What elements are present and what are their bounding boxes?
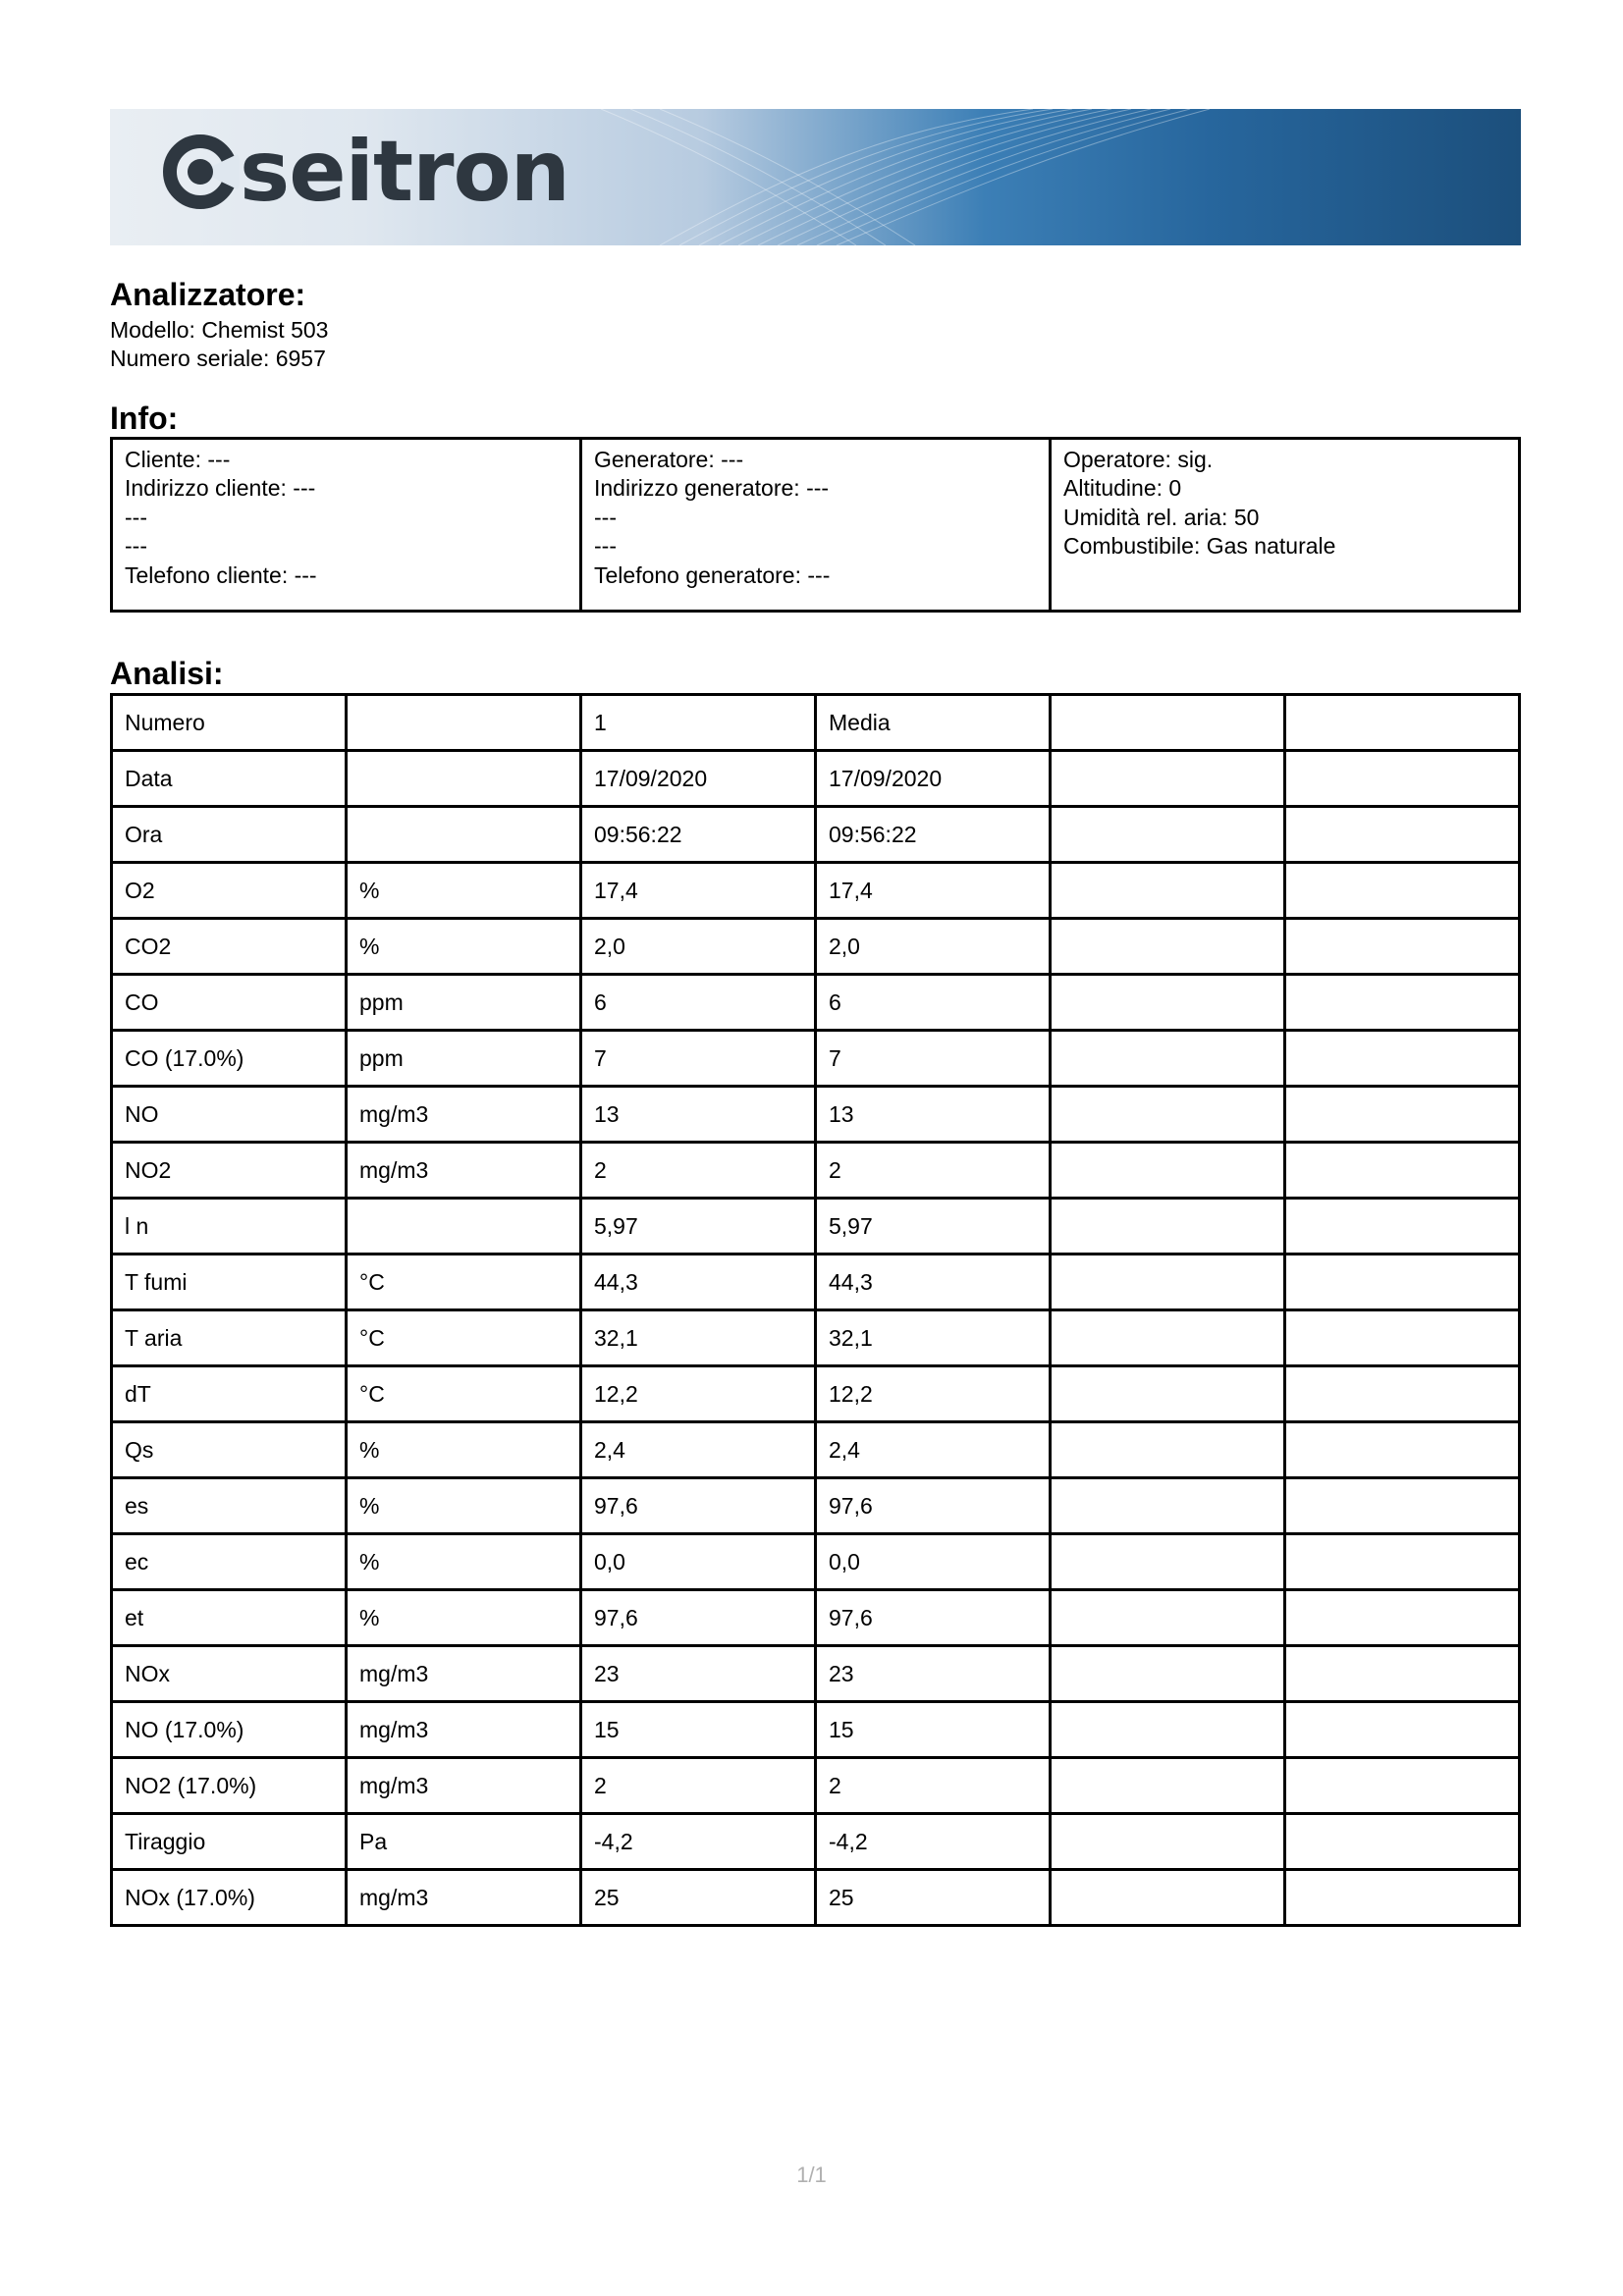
- table-cell: [1285, 1702, 1520, 1758]
- table-cell: NOx: [112, 1646, 347, 1702]
- table-cell: 2,0: [816, 919, 1051, 975]
- table-cell: [1051, 1310, 1285, 1366]
- table-cell: l n: [112, 1199, 347, 1255]
- table-cell: [1285, 1255, 1520, 1310]
- table-row: [112, 807, 1520, 863]
- table-cell: Numero: [112, 695, 347, 751]
- table-row: [112, 1758, 1520, 1814]
- table-row: [112, 1646, 1520, 1702]
- table-cell: [1051, 695, 1285, 751]
- table-cell: 2,4: [581, 1422, 816, 1478]
- info-line: Cliente: ---: [125, 447, 231, 472]
- table-cell: 12,2: [816, 1366, 1051, 1422]
- info-line: Telefono generatore: ---: [594, 561, 831, 588]
- analisi-title: Analisi:: [110, 656, 224, 691]
- table-cell: [1285, 1422, 1520, 1478]
- table-row: [112, 975, 1520, 1031]
- table-cell: [1285, 1143, 1520, 1199]
- info-line: Indirizzo cliente: ---: [125, 475, 316, 502]
- table-cell: mg/m3: [347, 1143, 581, 1199]
- table-cell: es: [112, 1478, 347, 1534]
- table-cell: mg/m3: [347, 1758, 581, 1814]
- brand-name: seitron: [240, 123, 569, 221]
- table-cell: 13: [581, 1087, 816, 1143]
- table-cell: 97,6: [816, 1590, 1051, 1646]
- table-cell: 2,0: [581, 919, 816, 975]
- info-line: Altitudine: 0: [1063, 475, 1182, 502]
- info-line: Telefono cliente: ---: [125, 561, 317, 588]
- info-line: Operatore: sig.: [1063, 447, 1214, 472]
- table-cell: 15: [816, 1702, 1051, 1758]
- table-cell: [1285, 863, 1520, 919]
- table-cell: CO: [112, 975, 347, 1031]
- table-cell: [1285, 1590, 1520, 1646]
- table-row: [112, 1534, 1520, 1590]
- table-cell: NO (17.0%): [112, 1702, 347, 1758]
- table-cell: 2: [581, 1758, 816, 1814]
- page-number: 1/1: [796, 2163, 827, 2187]
- table-cell: [1285, 1814, 1520, 1870]
- table-cell: [1285, 807, 1520, 863]
- table-cell: O2: [112, 863, 347, 919]
- table-cell: NO2 (17.0%): [112, 1758, 347, 1814]
- table-cell: [347, 751, 581, 807]
- info-line: Combustibile: Gas naturale: [1063, 533, 1336, 560]
- table-cell: [1285, 1758, 1520, 1814]
- table-cell: mg/m3: [347, 1702, 581, 1758]
- modello-text: Modello: Chemist 503: [110, 317, 329, 343]
- table-row: [112, 1814, 1520, 1870]
- table-cell: 44,3: [816, 1255, 1051, 1310]
- table-cell: 2,4: [816, 1422, 1051, 1478]
- table-cell: 13: [816, 1087, 1051, 1143]
- brand-logo: [161, 123, 569, 221]
- table-cell: 2: [816, 1758, 1051, 1814]
- table-cell: [347, 1199, 581, 1255]
- table-cell: 2: [816, 1143, 1051, 1199]
- table-row: [112, 1143, 1520, 1199]
- table-cell: Media: [816, 695, 1051, 751]
- table-cell: NO2: [112, 1143, 347, 1199]
- table-cell: -4,2: [581, 1814, 816, 1870]
- table-cell: [1051, 1199, 1285, 1255]
- table-row: [112, 1870, 1520, 1926]
- table-cell: [1051, 1143, 1285, 1199]
- table-row: [112, 1199, 1520, 1255]
- table-cell: °C: [347, 1255, 581, 1310]
- table-cell: %: [347, 919, 581, 975]
- table-cell: [1051, 1087, 1285, 1143]
- table-cell: 97,6: [581, 1478, 816, 1534]
- table-cell: 7: [581, 1031, 816, 1087]
- table-cell: [1051, 863, 1285, 919]
- table-cell: [1051, 1534, 1285, 1590]
- table-cell: [1051, 807, 1285, 863]
- table-cell: [1285, 919, 1520, 975]
- table-cell: [1285, 1534, 1520, 1590]
- table-cell: Ora: [112, 807, 347, 863]
- table-cell: 32,1: [581, 1310, 816, 1366]
- table-cell: NO: [112, 1087, 347, 1143]
- table-cell: °C: [347, 1366, 581, 1422]
- table-row: [112, 1478, 1520, 1534]
- table-cell: -4,2: [816, 1814, 1051, 1870]
- table-cell: 0,0: [816, 1534, 1051, 1590]
- table-cell: [1285, 1199, 1520, 1255]
- table-cell: ppm: [347, 975, 581, 1031]
- table-cell: mg/m3: [347, 1870, 581, 1926]
- table-cell: mg/m3: [347, 1646, 581, 1702]
- header-banner: [110, 109, 1521, 245]
- table-cell: [1051, 1814, 1285, 1870]
- table-cell: dT: [112, 1366, 347, 1422]
- seriale-text: Numero seriale: 6957: [110, 346, 326, 371]
- table-cell: 6: [816, 975, 1051, 1031]
- info-cliente-cell: [112, 439, 581, 612]
- table-cell: NOx (17.0%): [112, 1870, 347, 1926]
- table-row: [112, 1255, 1520, 1310]
- seitron-logo-icon: [161, 133, 240, 211]
- table-cell: [1051, 1031, 1285, 1087]
- table-cell: T aria: [112, 1310, 347, 1366]
- table-cell: 23: [581, 1646, 816, 1702]
- info-line: Indirizzo generatore: ---: [594, 475, 830, 502]
- table-cell: ec: [112, 1534, 347, 1590]
- table-cell: [1051, 751, 1285, 807]
- table-cell: 17,4: [816, 863, 1051, 919]
- table-row: [112, 1366, 1520, 1422]
- table-cell: [1051, 1702, 1285, 1758]
- table-row: [112, 1087, 1520, 1143]
- table-cell: %: [347, 863, 581, 919]
- table-cell: T fumi: [112, 1255, 347, 1310]
- table-cell: 09:56:22: [581, 807, 816, 863]
- table-cell: 5,97: [816, 1199, 1051, 1255]
- table-cell: Data: [112, 751, 347, 807]
- table-cell: [1051, 1422, 1285, 1478]
- info-line: ---: [125, 504, 147, 530]
- table-cell: 44,3: [581, 1255, 816, 1310]
- table-cell: 17/09/2020: [816, 751, 1051, 807]
- info-line: ---: [594, 533, 617, 560]
- table-cell: [1285, 1646, 1520, 1702]
- table-cell: [1285, 1310, 1520, 1366]
- table-cell: [1051, 1758, 1285, 1814]
- table-cell: Tiraggio: [112, 1814, 347, 1870]
- info-operatore-cell: [1051, 439, 1520, 612]
- table-cell: 5,97: [581, 1199, 816, 1255]
- info-line: Umidità rel. aria: 50: [1063, 504, 1260, 530]
- info-line: Generatore: ---: [594, 447, 744, 472]
- table-cell: mg/m3: [347, 1087, 581, 1143]
- table-cell: 12,2: [581, 1366, 816, 1422]
- table-cell: [347, 695, 581, 751]
- table-cell: Pa: [347, 1814, 581, 1870]
- table-cell: CO2: [112, 919, 347, 975]
- table-cell: [1285, 975, 1520, 1031]
- table-row: [112, 919, 1520, 975]
- table-cell: %: [347, 1422, 581, 1478]
- table-cell: 1: [581, 695, 816, 751]
- table-cell: [1285, 695, 1520, 751]
- analizzatore-title: Analizzatore:: [110, 277, 306, 312]
- table-cell: 0,0: [581, 1534, 816, 1590]
- table-row: [112, 1702, 1520, 1758]
- info-generatore-cell: [581, 439, 1051, 612]
- table-cell: 7: [816, 1031, 1051, 1087]
- table-cell: [1285, 1031, 1520, 1087]
- table-cell: [1285, 1870, 1520, 1926]
- table-cell: 17/09/2020: [581, 751, 816, 807]
- table-cell: [1051, 919, 1285, 975]
- table-row: [112, 695, 1520, 751]
- table-row: [112, 1422, 1520, 1478]
- table-cell: 97,6: [816, 1478, 1051, 1534]
- table-cell: 09:56:22: [816, 807, 1051, 863]
- table-cell: [1285, 1087, 1520, 1143]
- table-cell: °C: [347, 1310, 581, 1366]
- table-cell: 25: [816, 1870, 1051, 1926]
- table-cell: 6: [581, 975, 816, 1031]
- table-cell: [1051, 1478, 1285, 1534]
- table-cell: [1051, 1590, 1285, 1646]
- info-table: [110, 437, 1521, 613]
- analisi-table: [110, 693, 1521, 1927]
- table-cell: [1051, 1366, 1285, 1422]
- table-cell: 97,6: [581, 1590, 816, 1646]
- table-cell: 23: [816, 1646, 1051, 1702]
- table-cell: [1051, 975, 1285, 1031]
- info-line: ---: [594, 504, 617, 530]
- table-cell: 32,1: [816, 1310, 1051, 1366]
- table-cell: Qs: [112, 1422, 347, 1478]
- table-cell: ppm: [347, 1031, 581, 1087]
- table-row: [112, 1310, 1520, 1366]
- table-cell: [1051, 1870, 1285, 1926]
- table-row: [112, 1031, 1520, 1087]
- table-row: [112, 1590, 1520, 1646]
- table-cell: [1051, 1646, 1285, 1702]
- table-cell: 2: [581, 1143, 816, 1199]
- table-cell: [1285, 1478, 1520, 1534]
- table-cell: [1051, 1255, 1285, 1310]
- table-cell: 17,4: [581, 863, 816, 919]
- table-cell: CO (17.0%): [112, 1031, 347, 1087]
- table-cell: 25: [581, 1870, 816, 1926]
- table-cell: 15: [581, 1702, 816, 1758]
- info-title: Info:: [110, 400, 179, 436]
- table-cell: %: [347, 1478, 581, 1534]
- table-cell: [1285, 751, 1520, 807]
- info-line: ---: [125, 533, 147, 560]
- table-cell: et: [112, 1590, 347, 1646]
- table-cell: [347, 807, 581, 863]
- table-row: [112, 863, 1520, 919]
- table-cell: %: [347, 1590, 581, 1646]
- table-cell: [1285, 1366, 1520, 1422]
- table-cell: %: [347, 1534, 581, 1590]
- table-row: [112, 751, 1520, 807]
